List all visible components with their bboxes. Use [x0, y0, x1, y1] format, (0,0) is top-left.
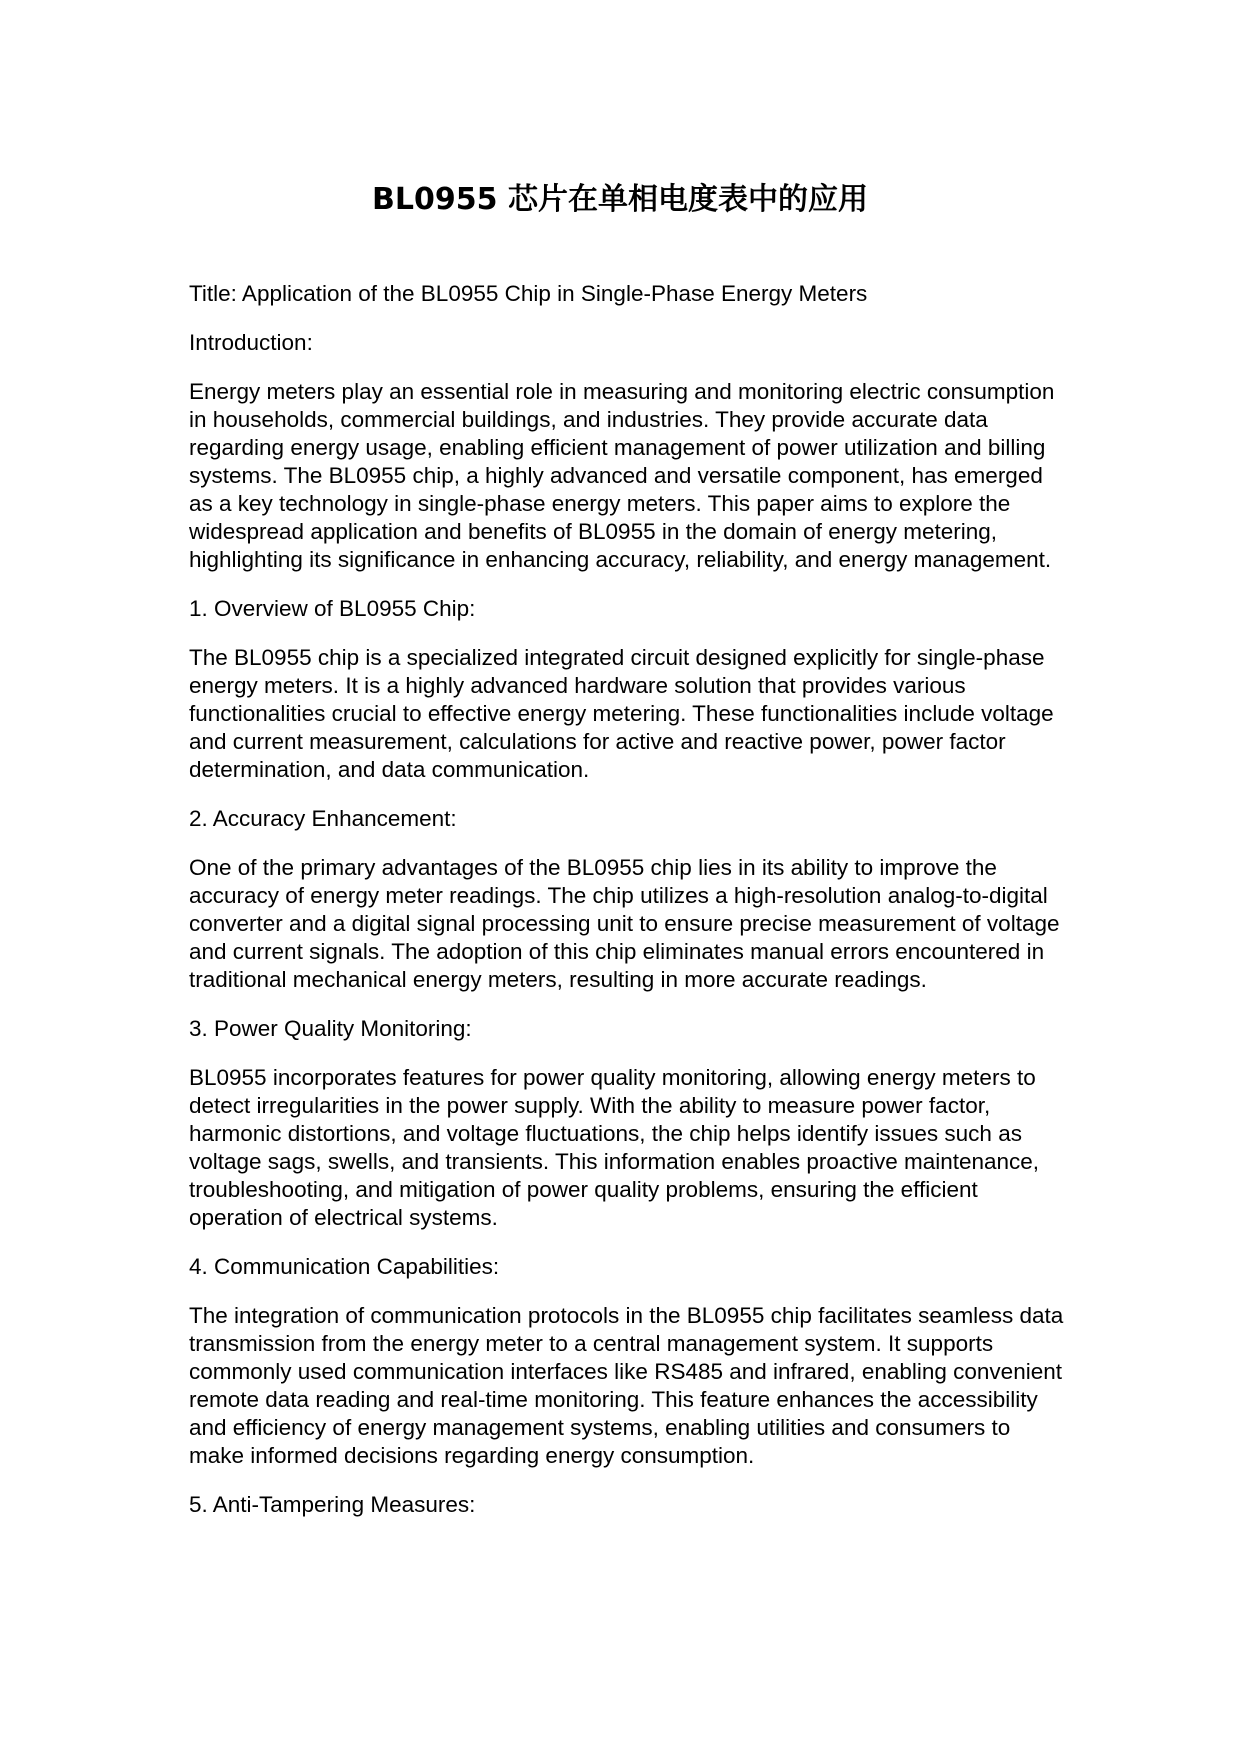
intro-heading: Introduction:: [189, 330, 313, 355]
section-paragraph: The integration of communication protocols in the BL0955 chip facilitates seamless data transmission from the energy meter to a central management system. It supports commonly used communication interfaces like RS485 and infrared, enabling convenient remote data reading and real-time monitoring. This feature enhances the accessibility and efficiency of energy management systems, enabling utilities and consumers to make informed decisions regarding energy consumption.: [189, 1303, 1064, 1468]
title-line: Title: Application of the BL0955 Chip in Single-Phase Energy Meters: [189, 281, 868, 306]
section-heading: 3. Power Quality Monitoring:: [189, 1016, 472, 1041]
section-paragraph: BL0955 incorporates features for power quality monitoring, allowing energy meters to detect irregularities in the power supply. With the ability to measure power factor, harmonic distortions, and voltage fluctuations, the chip helps identify issues such as voltage sags, swells, and transients. This information enables proactive maintenance, troubleshooting, and mitigation of power quality problems, ensuring the efficient operation of electrical systems.: [189, 1065, 1040, 1230]
section-paragraph: One of the primary advantages of the BL0955 chip lies in its ability to improve the accuracy of energy meter readings. The chip utilizes a high-resolution analog-to-digital converter and a digital signal processing unit to ensure precise measurement of voltage and current signals. The adoption of this chip eliminates manual errors encountered in traditional mechanical energy meters, resulting in more accurate readings.: [189, 855, 1060, 992]
section-paragraph: The BL0955 chip is a specialized integrated circuit designed explicitly for single-phase energy meters. It is a highly advanced hardware solution that provides various functionalities crucial to effective energy metering. These functionalities include voltage and current measurement, calculations for active and reactive power, power factor determination, and data communication.: [189, 645, 1054, 782]
section-heading: 2. Accuracy Enhancement:: [189, 806, 457, 831]
section-heading: 4. Communication Capabilities:: [189, 1254, 500, 1279]
section-heading: 5. Anti-Tampering Measures:: [189, 1492, 476, 1517]
section-heading: 1. Overview of BL0955 Chip:: [189, 596, 476, 621]
document-body: [189, 280, 1069, 1540]
document-heading: BL0955 芯片在单相电度表中的应用: [372, 182, 868, 217]
intro-paragraph: Energy meters play an essential role in measuring and monitoring electric consumption in households, commercial buildings, and industries. They provide accurate data regarding energy usage, enabling efficient management of power utilization and billing systems. The BL0955 chip, a highly advanced and versatile component, has emerged as a key technology in single-phase energy meters. This paper aims to explore the widespread application and benefits of BL0955 in the domain of energy metering, highlighting its significance in enhancing accuracy, reliability, and energy management.: [189, 379, 1055, 572]
